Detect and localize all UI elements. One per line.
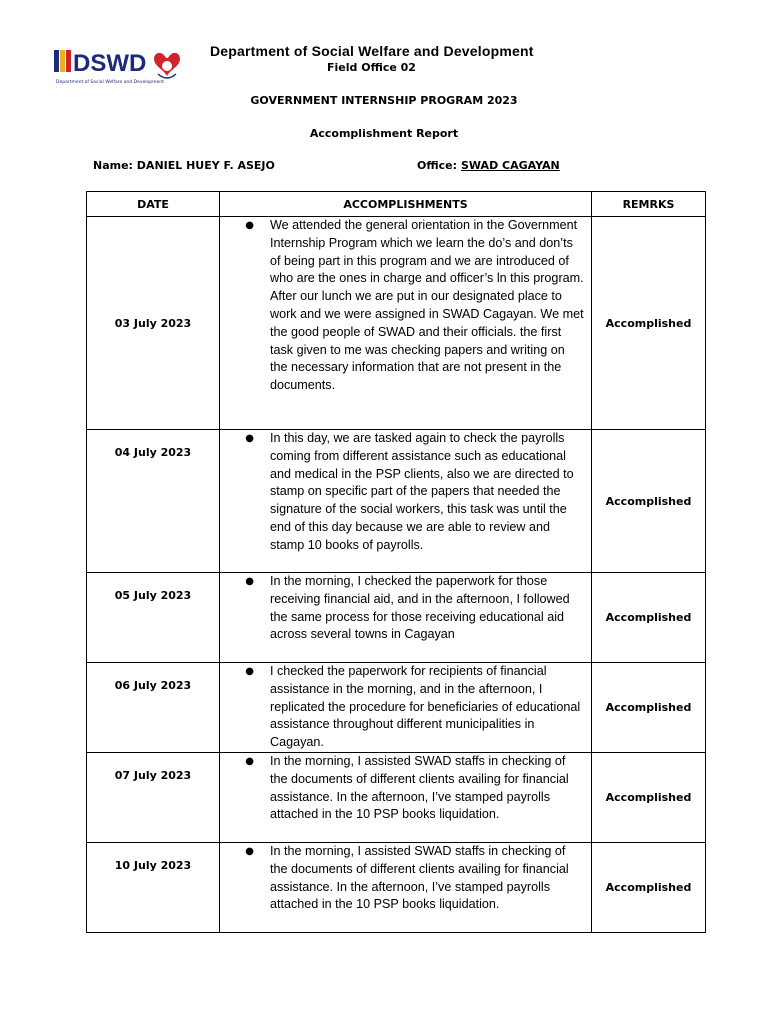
bullet-icon: ● (245, 220, 254, 231)
accomplishment-text: In the morning, I assisted SWAD staffs in checking of the documents of different clients availing for financial assistance. In the afternoon, I’ve stamped payrolls attached in the 10 PSP books liquidation. (270, 754, 569, 822)
row-date: 04 July 2023 (87, 430, 220, 573)
accomplishment-text: In this day, we are tasked again to check the payrolls coming from different assistance such as educational and medical in the PSP clients, also we are directed to stamp on specific part of the papers that needed the signature of the social workers, this task was until the end of this day because we are able to review and stamp 10 books of payrolls. (270, 431, 574, 552)
row-accomplishment (220, 843, 592, 933)
bullet-icon: ● (245, 576, 254, 587)
row-remark: Accomplished (592, 753, 706, 843)
table-row (87, 663, 706, 753)
header-remarks: REMRKS (592, 192, 706, 217)
accomplishment-text: In the morning, I assisted SWAD staffs in checking of the documents of different clients availing for financial assistance. In the afternoon, I’ve stamped payrolls attached in the 10 PSP books liquidation. (270, 844, 569, 912)
bullet-icon: ● (245, 846, 254, 857)
bullet-icon: ● (245, 433, 254, 444)
accomplishment-text: I checked the paperwork for recipients of financial assistance in the morning, and in the afternoon, I replicated the procedure for beneficiaries of educational assistance throughout different municipalities in Cagayan. (270, 664, 581, 750)
name-line (93, 159, 275, 172)
accomplishment-table (86, 191, 706, 933)
table-row (87, 430, 706, 573)
row-remark: Accomplished (592, 663, 706, 753)
office-line (417, 159, 560, 172)
table-row (87, 753, 706, 843)
row-accomplishment (220, 753, 592, 843)
row-date: 06 July 2023 (87, 663, 220, 753)
bullet-icon: ● (245, 666, 254, 677)
department-title: Department of Social Welfare and Development (210, 43, 534, 59)
bullet-icon: ● (245, 756, 254, 767)
row-date: 07 July 2023 (87, 753, 220, 843)
office-label: Office: (417, 159, 457, 172)
row-accomplishment (220, 573, 592, 663)
field-office: Field Office 02 (327, 61, 416, 74)
report-title: Accomplishment Report (309, 127, 459, 140)
logo-subtext: Department of Social Welfare and Development (56, 80, 164, 85)
table-row (87, 843, 706, 933)
row-remark: Accomplished (592, 217, 706, 430)
logo-text: DSWD (73, 50, 147, 77)
accomplishment-text: In the morning, I checked the paperwork for those receiving financial aid, and in the afternoon, I followed the same process for those receiving educational aid across several towns in Cagayan (270, 574, 570, 642)
dswd-logo (54, 38, 194, 88)
row-accomplishment (220, 663, 592, 753)
row-date: 05 July 2023 (87, 573, 220, 663)
program-title: GOVERNMENT INTERNSHIP PROGRAM 2023 (250, 94, 518, 107)
header-date: DATE (87, 192, 220, 217)
row-date: 03 July 2023 (87, 217, 220, 430)
header-accomplishments: ACCOMPLISHMENTS (220, 192, 592, 217)
row-accomplishment (220, 217, 592, 430)
row-date: 10 July 2023 (87, 843, 220, 933)
table-row (87, 573, 706, 663)
table-header-row (87, 192, 706, 217)
row-accomplishment (220, 430, 592, 573)
row-remark: Accomplished (592, 573, 706, 663)
name-label: Name: (93, 159, 133, 172)
table-row (87, 217, 706, 430)
name-value: DANIEL HUEY F. ASEJO (136, 159, 275, 172)
office-value: SWAD CAGAYAN (461, 159, 560, 172)
accomplishment-text: We attended the general orientation in the Government Internship Program which we learn the do’s and don’ts of being part in this program and we are introduced of who are the ones in charge and officer’s ln this program. After our lunch we are put in our designated place to work and we were assigned in SWAD Cagayan. We met the good people of SWAD and their officials. the first task given to me was checking papers and writing on the necessary information that are not present in the documents. (270, 218, 584, 393)
row-remark: Accomplished (592, 843, 706, 933)
row-remark: Accomplished (592, 430, 706, 573)
